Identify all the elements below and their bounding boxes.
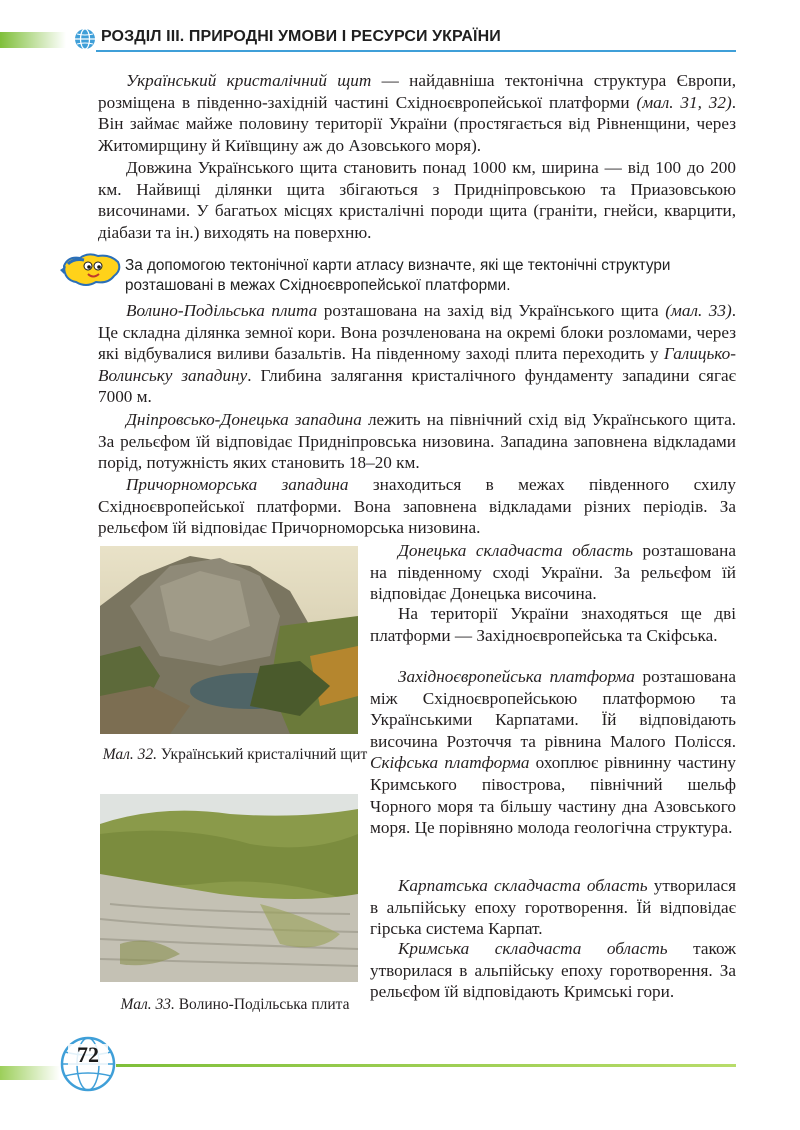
text: лежить на північний схід від Українського щита. За рельєфом їй відповідає Придніпровська низовина. Западина заповнена відкладами порід, потужність яких становить 18–20 км.	[98, 410, 736, 473]
paragraph-two-platforms: На території України знаходяться ще дві платформи — Західноєвропейська та Скіфська.	[370, 604, 736, 645]
text: — найдавніша тектонічна структура Європи, розміщена в південно-західній частині Східноєвропейської платформи	[98, 71, 736, 112]
figure-ref: (мал. 33)	[665, 301, 732, 320]
figure-ref: (мал. 31, 32)	[636, 92, 732, 112]
text: утворилася в альпійську епоху горотворення. Їй відповідає гірська система Карпат.	[370, 876, 736, 939]
paragraph-black-sea-depression	[98, 474, 736, 539]
paragraph-carpathian-fold-region	[370, 875, 736, 940]
figure-label: Мал. 32.	[102, 746, 158, 763]
text: розташована між Східноєвропейською платформою та Українськими Карпатами. Їй відповідають височина Розточчя та рівнина Малого Полісся.	[370, 667, 736, 751]
task-prompt: За допомогою тектонічної карти атласу визначте, які ще тектонічні структури розташовані в межах Східноєвропейської платформи.	[125, 257, 671, 294]
term: Волино-Подільська плита	[126, 301, 318, 320]
header-divider	[96, 50, 736, 52]
figure-label: Мал. 33.	[120, 996, 175, 1013]
term: Дніпровсько-Донецька западина	[126, 410, 362, 429]
header-gradient-decoration	[0, 32, 66, 48]
term: Карпатська складчаста область	[398, 876, 648, 895]
text: охоплює рівнинну частину Кримського півострова, північний шельф Чорного моря та більшу частину дна Азовського моря. Це порівняно молода геологічна структура.	[370, 753, 737, 838]
photo-ukrainian-shield	[100, 546, 358, 734]
paragraph-donets-fold-region	[370, 540, 736, 605]
term: Український кристалічний щит	[126, 71, 372, 90]
caption-fig-33	[100, 994, 370, 1015]
caption-text: Український кристалічний щит	[157, 746, 368, 763]
ukraine-map-mascot-icon	[58, 248, 124, 292]
paragraph-volyn-podillia-plate	[98, 300, 736, 408]
term: Причорноморська западина	[126, 475, 349, 494]
text: також утворилася в альпійську епоху горотворення. За рельєфом їй відповідають Кримські гори.	[370, 939, 736, 1002]
section-title: РОЗДІЛ ІІІ. ПРИРОДНІ УМОВИ І РЕСУРСИ УКРАЇНИ	[101, 28, 501, 45]
term: Галицько-Волинську западину	[98, 344, 736, 385]
term: Скіфська платформа	[370, 753, 530, 773]
globe-icon	[74, 28, 96, 50]
text: розташована на південному сході України. За рельєфом їй відповідає Донецька височина.	[370, 541, 736, 604]
paragraph-west-european-platform	[370, 666, 736, 839]
term: Західноєвропейська платформа	[398, 667, 635, 686]
term: Донецька складчаста область	[398, 541, 633, 560]
footer-gradient-decoration	[0, 1066, 60, 1080]
text: . Це складна ділянка земної кори. Вона розчленована на окремі блоки розломами, через які відбувалися виливи базальтів. На південному заході плита переходить у	[98, 301, 737, 364]
footer-divider	[116, 1064, 736, 1067]
paragraph-shield-size: Довжина Українського щита становить понад 1000 км, ширина — від 100 до 200 км. Найвищі ділянки щита збігаються з Придніпровською та Приазовською височинами. У багатьох місцях кристалічні породи щита (граніти, гнейси, кварцити, діабази та ін.) виходять на поверхню.	[98, 158, 736, 242]
text: розташована на захід від Українського щита	[317, 301, 666, 320]
paragraph-crimean-fold-region	[370, 938, 736, 1003]
text: знаходиться в межах південного схилу Східноєвропейської платформи. Вона заповнена відкладами різних періодів. За рельєфом їй відповідає Причорноморська низовина.	[98, 475, 736, 538]
photo-volyn-podillia-plate	[100, 794, 358, 982]
paragraph-ukrainian-shield	[98, 70, 736, 156]
paragraph-dnieper-donets-depression	[98, 409, 736, 474]
text: . Глибина залягання кристалічного фундаменту западини сягає 7000 м.	[98, 365, 737, 407]
caption-fig-32	[100, 744, 370, 765]
text: . Він займає майже половину території України (простягається від Рівненщини, через Житомирщину й Київщину аж до Азовського моря).	[98, 92, 736, 155]
caption-text: Волино-Подільська плита	[174, 996, 350, 1013]
page-number: 72	[77, 1042, 99, 1067]
term: Кримська складчаста область	[398, 939, 668, 958]
